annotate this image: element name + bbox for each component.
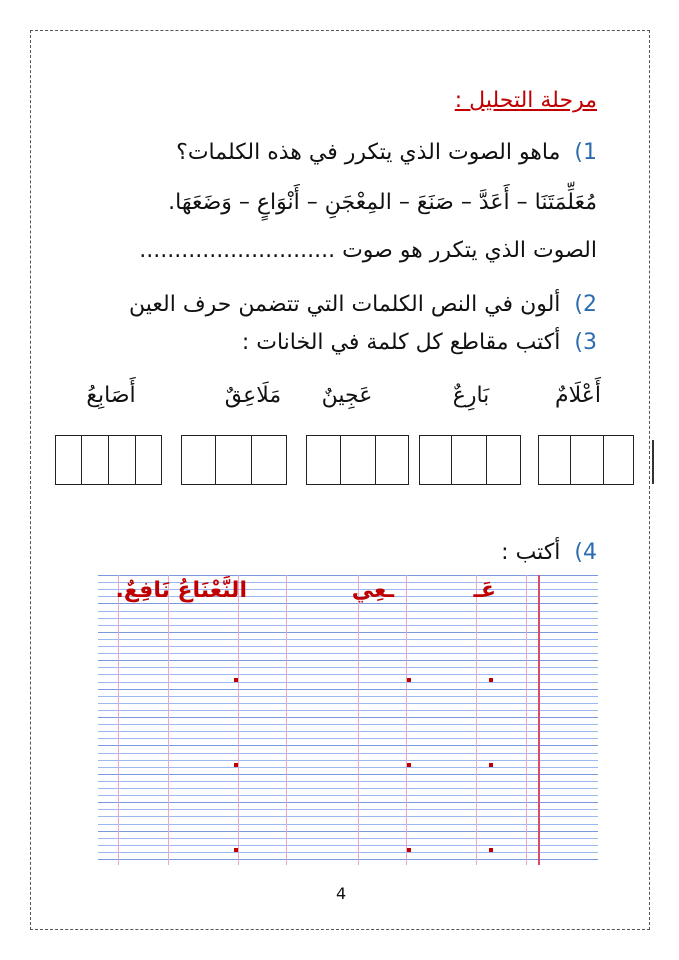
syllable-boxes-1[interactable] [538,435,634,485]
margin-mark [652,440,654,484]
ruled-line [98,603,598,604]
column-line [526,575,527,865]
syllable-box[interactable] [251,436,286,484]
ruled-line [98,795,598,796]
ruled-line [98,781,598,782]
syllable-box[interactable] [420,436,451,484]
writing-model-1: عَـ [473,578,496,603]
writing-model-3: النَّعْنَاعُ نَافِعٌ. [115,578,247,603]
start-dot [234,848,238,852]
margin-line [538,575,540,865]
answer-line[interactable]: الصوت الذي يتكرر هو صوت ............................ [139,238,597,263]
question-3-number: 3) [574,330,597,355]
syllable-word-5: أَصَابِعُ [86,383,136,408]
syllable-word-2: بَارِعٌ [452,383,490,408]
writing-ruled-area[interactable] [98,575,598,865]
ruled-line [98,809,598,810]
ruled-line [98,838,598,839]
start-dot [489,678,493,682]
column-line [406,575,407,865]
ruled-line [98,717,598,718]
ruled-line [98,852,598,853]
syllable-boxes-5[interactable] [55,435,162,485]
ruled-line [98,767,598,768]
syllable-box[interactable] [603,436,633,484]
ruled-line [98,653,598,654]
question-1-number: 1) [574,140,597,165]
start-dot [407,678,411,682]
syllable-boxes-3[interactable] [306,435,409,485]
ruled-line [98,639,598,640]
ruled-line [98,788,598,789]
ruled-line [98,710,598,711]
ruled-line [98,802,598,803]
start-dot [234,678,238,682]
syllable-box[interactable] [215,436,250,484]
syllable-box[interactable] [81,436,107,484]
ruled-line [98,575,598,576]
ruled-line [98,731,598,732]
syllable-box[interactable] [486,436,520,484]
question-1 [176,140,597,165]
ruled-line [98,738,598,739]
ruled-line [98,816,598,817]
ruled-line [98,724,598,725]
start-dot [407,763,411,767]
syllable-word-3: عَجِينٌ [321,383,373,408]
question-3 [242,330,597,355]
syllable-box[interactable] [340,436,374,484]
syllable-boxes-4[interactable] [181,435,287,485]
column-line [286,575,287,865]
ruled-line [98,611,598,612]
question-1-text: ماهو الصوت الذي يتكرر في هذه الكلمات؟ [176,140,561,165]
ruled-line [98,745,598,746]
ruled-line [98,859,598,860]
ruled-line [98,625,598,626]
start-dot [407,848,411,852]
ruled-line [98,774,598,775]
ruled-line [98,845,598,846]
ruled-line [98,674,598,675]
syllable-word-4: مَلَاعِقٌ [224,383,282,408]
syllable-word-1: أَعْلَامٌ [555,383,601,408]
ruled-line [98,753,598,754]
column-line [118,575,119,865]
ruled-line [98,660,598,661]
column-line [238,575,239,865]
syllable-box[interactable] [375,436,408,484]
ruled-line [98,667,598,668]
ruled-line [98,696,598,697]
syllable-box[interactable] [570,436,602,484]
ruled-line [98,824,598,825]
ruled-line [98,632,598,633]
start-dot [489,763,493,767]
question-3-text: أكتب مقاطع كل كلمة في الخانات : [241,330,561,355]
syllable-box[interactable] [135,436,161,484]
syllable-box[interactable] [539,436,570,484]
syllable-box[interactable] [182,436,215,484]
start-dot [234,763,238,767]
syllable-box[interactable] [56,436,81,484]
ruled-line [98,689,598,690]
ruled-line [98,646,598,647]
ruled-line [98,618,598,619]
question-2 [129,292,597,317]
question-2-number: 2) [574,292,597,317]
syllable-box[interactable] [307,436,340,484]
start-dot [489,848,493,852]
syllable-box[interactable] [108,436,135,484]
ruled-line [98,831,598,832]
question-4-text: أكتب : [501,540,561,565]
question-2-text: ألون في النص الكلمات التي تتضمن حرف العين [129,292,561,317]
ruled-line [98,682,598,683]
section-title: مرحلة التحليل : [454,88,597,113]
ruled-line [98,703,598,704]
words-line: مُعَلِّمَتَنَا – أَعَدَّ – صَنَعَ – المِعْجَنِ – أَنْوَاعٍ – وَضَعَهَا. [168,190,597,215]
syllable-boxes-2[interactable] [419,435,521,485]
column-line [168,575,169,865]
page-number: 4 [336,884,347,903]
question-4 [501,540,597,565]
question-4-number: 4) [574,540,597,565]
column-line [358,575,359,865]
column-line [476,575,477,865]
ruled-line [98,760,598,761]
syllable-box[interactable] [451,436,485,484]
writing-model-2: ـعِي [351,578,394,603]
